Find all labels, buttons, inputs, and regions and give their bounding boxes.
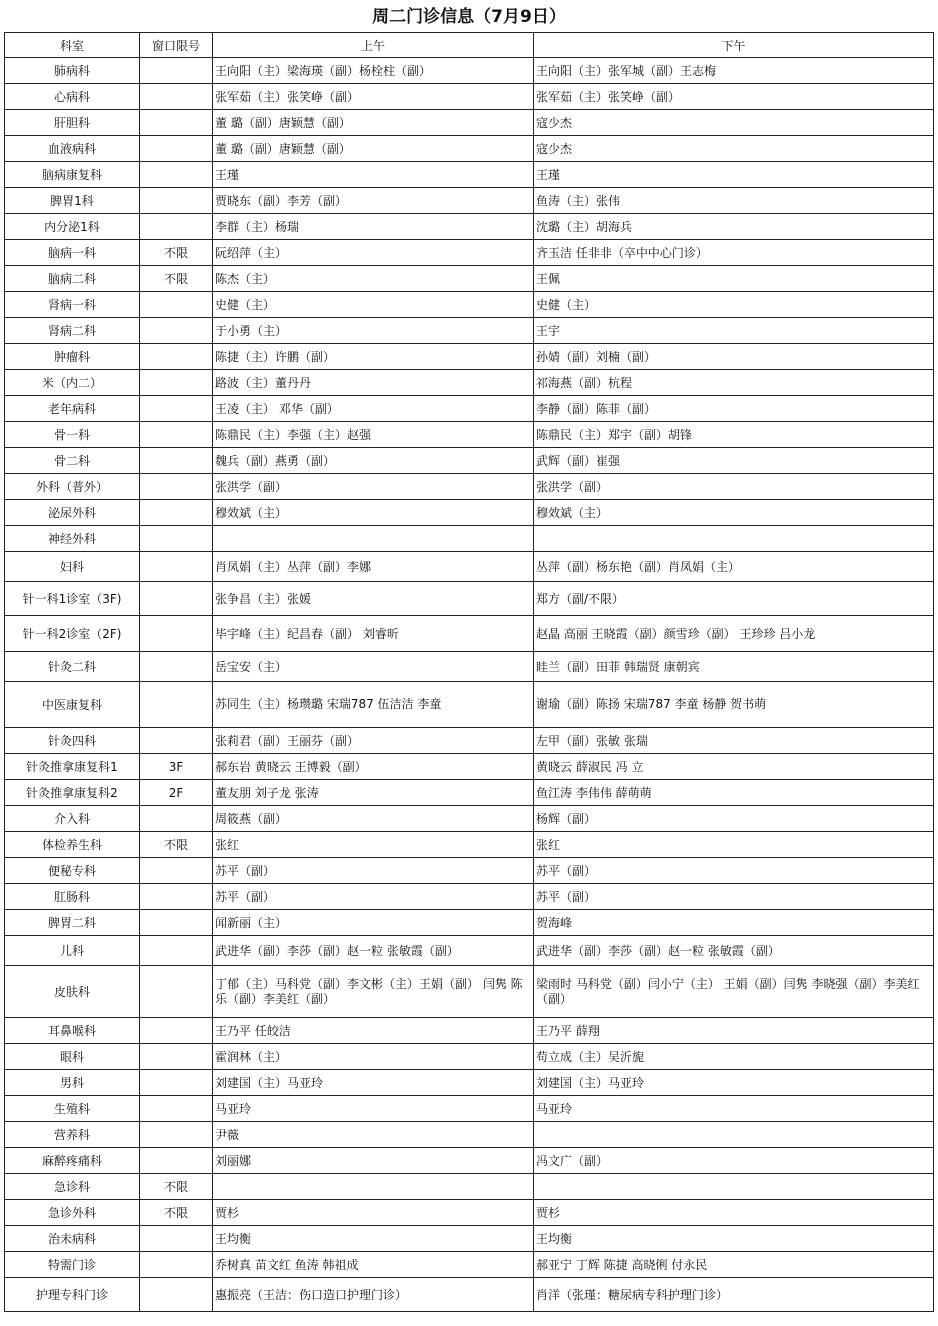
table-row — [5, 966, 934, 1018]
table-row — [5, 1044, 934, 1070]
morning-cell: 王均衡 — [213, 1226, 534, 1252]
afternoon-cell: 苏平（副） — [534, 858, 934, 884]
table-row — [5, 500, 934, 526]
morning-cell: 王瑾 — [213, 162, 534, 188]
limit-cell — [140, 1096, 213, 1122]
table-row — [5, 214, 934, 240]
afternoon-cell: 贺海峰 — [534, 910, 934, 936]
dept-cell: 针灸推拿康复科1 — [5, 754, 140, 780]
limit-cell — [140, 806, 213, 832]
limit-cell — [140, 1044, 213, 1070]
afternoon-cell: 鱼涛（主）张伟 — [534, 188, 934, 214]
morning-cell: 肖凤娟（主）丛萍（副）李娜 — [213, 552, 534, 582]
afternoon-cell: 刘建国（主）马亚玲 — [534, 1070, 934, 1096]
morning-cell: 武进华（副）李莎（副）赵一粒 张敏霞（副） — [213, 936, 534, 966]
dept-cell: 麻醉疼痛科 — [5, 1148, 140, 1174]
table-row — [5, 1200, 934, 1226]
morning-cell: 王乃平 任皎洁 — [213, 1018, 534, 1044]
table-row — [5, 1174, 934, 1200]
limit-cell — [140, 1122, 213, 1148]
morning-cell: 陈捷（主）许鹏（副） — [213, 344, 534, 370]
table-row — [5, 240, 934, 266]
morning-cell: 苏同生（主）杨瓒璐 宋瑞787 伍洁洁 李童 — [213, 682, 534, 728]
limit-cell — [140, 884, 213, 910]
morning-cell: 阮绍萍（主） — [213, 240, 534, 266]
table-row — [5, 1018, 934, 1044]
limit-cell — [140, 936, 213, 966]
dept-cell: 中医康复科 — [5, 682, 140, 728]
afternoon-cell: 王向阳（主）张军城（副）王志梅 — [534, 58, 934, 84]
dept-cell: 耳鼻喉科 — [5, 1018, 140, 1044]
afternoon-cell — [534, 1122, 934, 1148]
dept-cell: 神经外科 — [5, 526, 140, 552]
limit-cell — [140, 728, 213, 754]
afternoon-cell: 王均衡 — [534, 1226, 934, 1252]
morning-cell: 尹薇 — [213, 1122, 534, 1148]
dept-cell: 骨一科 — [5, 422, 140, 448]
limit-cell — [140, 162, 213, 188]
table-row — [5, 1148, 934, 1174]
morning-cell: 张莉君（副）王丽芬（副） — [213, 728, 534, 754]
afternoon-cell: 冯文广（副） — [534, 1148, 934, 1174]
afternoon-cell: 赵晶 高丽 王晓霞（副）颜雪珍（副） 王珍珍 吕小龙 — [534, 616, 934, 652]
morning-cell: 王向阳（主）梁海瑛（副）杨栓柱（副） — [213, 58, 534, 84]
dept-cell: 血液病科 — [5, 136, 140, 162]
afternoon-cell: 肖洋（张瑾：糖尿病专科护理门诊） — [534, 1278, 934, 1312]
dept-cell: 生殖科 — [5, 1096, 140, 1122]
morning-cell: 史健（主） — [213, 292, 534, 318]
limit-cell — [140, 344, 213, 370]
header-limit: 窗口限号 — [140, 33, 213, 58]
dept-cell: 脑病康复科 — [5, 162, 140, 188]
limit-cell: 不限 — [140, 240, 213, 266]
limit-cell — [140, 58, 213, 84]
limit-cell — [140, 448, 213, 474]
table-row — [5, 396, 934, 422]
dept-cell: 肿瘤科 — [5, 344, 140, 370]
dept-cell: 针一科1诊室（3F) — [5, 582, 140, 616]
limit-cell — [140, 682, 213, 728]
afternoon-cell: 陈鼎民（主）郑宇（副）胡锋 — [534, 422, 934, 448]
morning-cell: 刘丽娜 — [213, 1148, 534, 1174]
afternoon-cell: 寇少杰 — [534, 136, 934, 162]
limit-cell — [140, 652, 213, 682]
table-row — [5, 84, 934, 110]
morning-cell: 贾杉 — [213, 1200, 534, 1226]
dept-cell: 心病科 — [5, 84, 140, 110]
dept-cell: 针一科2诊室（2F) — [5, 616, 140, 652]
morning-cell — [213, 1174, 534, 1200]
table-row — [5, 292, 934, 318]
dept-cell: 体检养生科 — [5, 832, 140, 858]
afternoon-cell: 杨辉（副） — [534, 806, 934, 832]
table-row — [5, 474, 934, 500]
afternoon-cell — [534, 526, 934, 552]
table-row — [5, 162, 934, 188]
dept-cell: 针灸四科 — [5, 728, 140, 754]
table-row — [5, 448, 934, 474]
morning-cell: 惠振亮（王洁：伤口造口护理门诊） — [213, 1278, 534, 1312]
afternoon-cell: 马亚玲 — [534, 1096, 934, 1122]
table-row — [5, 1226, 934, 1252]
morning-cell: 苏平（副） — [213, 884, 534, 910]
afternoon-cell: 王佩 — [534, 266, 934, 292]
table-row — [5, 1252, 934, 1278]
limit-cell: 不限 — [140, 832, 213, 858]
dept-cell: 内分泌1科 — [5, 214, 140, 240]
morning-cell: 乔树真 苗文红 鱼涛 韩祖成 — [213, 1252, 534, 1278]
afternoon-cell: 眭兰（副）田菲 韩瑞贤 康朝宾 — [534, 652, 934, 682]
morning-cell: 张红 — [213, 832, 534, 858]
dept-cell: 脑病二科 — [5, 266, 140, 292]
limit-cell — [140, 396, 213, 422]
afternoon-cell: 苏平（副） — [534, 884, 934, 910]
limit-cell — [140, 500, 213, 526]
dept-cell: 针灸二科 — [5, 652, 140, 682]
morning-cell: 刘建国（主）马亚玲 — [213, 1070, 534, 1096]
table-row — [5, 754, 934, 780]
dept-cell: 脾胃二科 — [5, 910, 140, 936]
dept-cell: 老年病科 — [5, 396, 140, 422]
limit-cell — [140, 616, 213, 652]
limit-cell — [140, 1148, 213, 1174]
table-row — [5, 344, 934, 370]
afternoon-cell: 谢瑜（副）陈扬 宋瑞787 李童 杨静 贺书萌 — [534, 682, 934, 728]
dept-cell: 急诊科 — [5, 1174, 140, 1200]
morning-cell: 陈鼎民（主）李强（主）赵强 — [213, 422, 534, 448]
dept-cell: 营养科 — [5, 1122, 140, 1148]
table-row — [5, 136, 934, 162]
limit-cell — [140, 1278, 213, 1312]
morning-cell: 丁郁（主）马科党（副）李文彬（主）王娟（副） 闫隽 陈乐（副）李美红（副） — [213, 966, 534, 1018]
dept-cell: 治未病科 — [5, 1226, 140, 1252]
limit-cell — [140, 136, 213, 162]
limit-cell — [140, 552, 213, 582]
table-row — [5, 884, 934, 910]
limit-cell — [140, 1226, 213, 1252]
dept-cell: 米（内二） — [5, 370, 140, 396]
table-row — [5, 806, 934, 832]
morning-cell: 贾晓东（副）李芳（副） — [213, 188, 534, 214]
table-row — [5, 832, 934, 858]
morning-cell: 王凌（主） 邓华（副） — [213, 396, 534, 422]
morning-cell: 毕宇峰（主）纪昌春（副） 刘睿昕 — [213, 616, 534, 652]
table-row — [5, 682, 934, 728]
limit-cell: 不限 — [140, 1174, 213, 1200]
limit-cell — [140, 214, 213, 240]
morning-cell: 郝东岩 黄晓云 王博毅（副） — [213, 754, 534, 780]
table-row — [5, 58, 934, 84]
afternoon-cell: 张军茹（主）张笑峥（副） — [534, 84, 934, 110]
limit-cell: 3F — [140, 754, 213, 780]
afternoon-cell: 祁海燕（副）杭程 — [534, 370, 934, 396]
page-title: 周二门诊信息（7月9日） — [372, 7, 566, 27]
table-row — [5, 318, 934, 344]
afternoon-cell: 左甲（副）张敏 张瑞 — [534, 728, 934, 754]
dept-cell: 皮肤科 — [5, 966, 140, 1018]
morning-cell: 张洪学（副） — [213, 474, 534, 500]
afternoon-cell: 孙婧（副）刘楠（副） — [534, 344, 934, 370]
table-row — [5, 616, 934, 652]
afternoon-cell: 梁雨时 马科党（副）闫小宁（主） 王娟（副）闫隽 李晓强（副）李美红（副） — [534, 966, 934, 1018]
limit-cell — [140, 1070, 213, 1096]
limit-cell — [140, 474, 213, 500]
afternoon-cell: 沈璐（主）胡海兵 — [534, 214, 934, 240]
afternoon-cell: 史健（主） — [534, 292, 934, 318]
dept-cell: 便秘专科 — [5, 858, 140, 884]
table-row — [5, 652, 934, 682]
dept-cell: 针灸推拿康复科2 — [5, 780, 140, 806]
morning-cell: 路波（主）董丹丹 — [213, 370, 534, 396]
dept-cell: 妇科 — [5, 552, 140, 582]
afternoon-cell: 张洪学（副） — [534, 474, 934, 500]
schedule-table — [4, 32, 934, 1312]
table-row — [5, 728, 934, 754]
limit-cell — [140, 858, 213, 884]
table-row — [5, 552, 934, 582]
table-row — [5, 188, 934, 214]
header-am: 上午 — [213, 33, 534, 58]
morning-cell: 张争昌（主）张媛 — [213, 582, 534, 616]
morning-cell: 陈杰（主） — [213, 266, 534, 292]
morning-cell: 霍润林（主） — [213, 1044, 534, 1070]
table-row — [5, 1278, 934, 1312]
limit-cell — [140, 910, 213, 936]
limit-cell — [140, 84, 213, 110]
afternoon-cell: 张红 — [534, 832, 934, 858]
header-pm: 下午 — [534, 33, 934, 58]
afternoon-cell: 王宇 — [534, 318, 934, 344]
afternoon-cell: 丛萍（副）杨东艳（副）肖凤娟（主） — [534, 552, 934, 582]
afternoon-cell: 黄晓云 薛淑民 冯 立 — [534, 754, 934, 780]
table-row — [5, 110, 934, 136]
dept-cell: 外科（普外） — [5, 474, 140, 500]
morning-cell: 周筱燕（副） — [213, 806, 534, 832]
morning-cell: 魏兵（副）燕勇（副） — [213, 448, 534, 474]
afternoon-cell: 寇少杰 — [534, 110, 934, 136]
morning-cell: 穆效斌（主） — [213, 500, 534, 526]
table-row — [5, 910, 934, 936]
limit-cell: 不限 — [140, 266, 213, 292]
dept-cell: 脾胃1科 — [5, 188, 140, 214]
dept-cell: 介入科 — [5, 806, 140, 832]
table-row — [5, 582, 934, 616]
table-row — [5, 1070, 934, 1096]
morning-cell: 董 璐（副）唐颖慧（副） — [213, 136, 534, 162]
morning-cell: 岳宝安（主） — [213, 652, 534, 682]
dept-cell: 肾病二科 — [5, 318, 140, 344]
limit-cell — [140, 318, 213, 344]
dept-cell: 眼科 — [5, 1044, 140, 1070]
morning-cell: 苏平（副） — [213, 858, 534, 884]
table-row — [5, 422, 934, 448]
limit-cell — [140, 582, 213, 616]
afternoon-cell: 齐玉洁 任非非（卒中中心门诊） — [534, 240, 934, 266]
table-row — [5, 526, 934, 552]
morning-cell: 闻新丽（主） — [213, 910, 534, 936]
table-row — [5, 780, 934, 806]
table-row — [5, 266, 934, 292]
morning-cell: 董 璐（副）唐颖慧（副） — [213, 110, 534, 136]
morning-cell: 李群（主）杨瑞 — [213, 214, 534, 240]
table-row — [5, 1096, 934, 1122]
afternoon-cell: 李静（副）陈菲（副） — [534, 396, 934, 422]
limit-cell — [140, 110, 213, 136]
morning-cell: 董友朋 刘子龙 张涛 — [213, 780, 534, 806]
table-row — [5, 1122, 934, 1148]
dept-cell: 肛肠科 — [5, 884, 140, 910]
morning-cell: 马亚玲 — [213, 1096, 534, 1122]
dept-cell: 男科 — [5, 1070, 140, 1096]
limit-cell — [140, 966, 213, 1018]
dept-cell: 肾病一科 — [5, 292, 140, 318]
table-row — [5, 858, 934, 884]
morning-cell — [213, 526, 534, 552]
limit-cell: 不限 — [140, 1200, 213, 1226]
limit-cell — [140, 1018, 213, 1044]
dept-cell: 泌尿外科 — [5, 500, 140, 526]
afternoon-cell: 穆效斌（主） — [534, 500, 934, 526]
dept-cell: 儿科 — [5, 936, 140, 966]
dept-cell: 护理专科门诊 — [5, 1278, 140, 1312]
limit-cell: 2F — [140, 780, 213, 806]
dept-cell: 肺病科 — [5, 58, 140, 84]
limit-cell — [140, 422, 213, 448]
limit-cell — [140, 526, 213, 552]
afternoon-cell: 郑方（副/不限） — [534, 582, 934, 616]
afternoon-cell: 王瑾 — [534, 162, 934, 188]
table-row — [5, 936, 934, 966]
afternoon-cell: 苟立成（主）吴沂旎 — [534, 1044, 934, 1070]
dept-cell: 特需门诊 — [5, 1252, 140, 1278]
limit-cell — [140, 1252, 213, 1278]
limit-cell — [140, 292, 213, 318]
dept-cell: 肝胆科 — [5, 110, 140, 136]
dept-cell: 急诊外科 — [5, 1200, 140, 1226]
afternoon-cell: 郝亚宁 丁辉 陈捷 高晓俐 付永民 — [534, 1252, 934, 1278]
table-row — [5, 370, 934, 396]
morning-cell: 于小勇（主） — [213, 318, 534, 344]
afternoon-cell — [534, 1174, 934, 1200]
morning-cell: 张军茹（主）张笑峥（副） — [213, 84, 534, 110]
dept-cell: 脑病一科 — [5, 240, 140, 266]
afternoon-cell: 贾杉 — [534, 1200, 934, 1226]
limit-cell — [140, 188, 213, 214]
afternoon-cell: 武进华（副）李莎（副）赵一粒 张敏霞（副） — [534, 936, 934, 966]
afternoon-cell: 王乃平 薛翔 — [534, 1018, 934, 1044]
limit-cell — [140, 370, 213, 396]
header-dept: 科室 — [5, 33, 140, 58]
header-row — [5, 33, 934, 58]
dept-cell: 骨二科 — [5, 448, 140, 474]
afternoon-cell: 鱼江涛 李伟伟 薛萌萌 — [534, 780, 934, 806]
afternoon-cell: 武辉（副）崔强 — [534, 448, 934, 474]
